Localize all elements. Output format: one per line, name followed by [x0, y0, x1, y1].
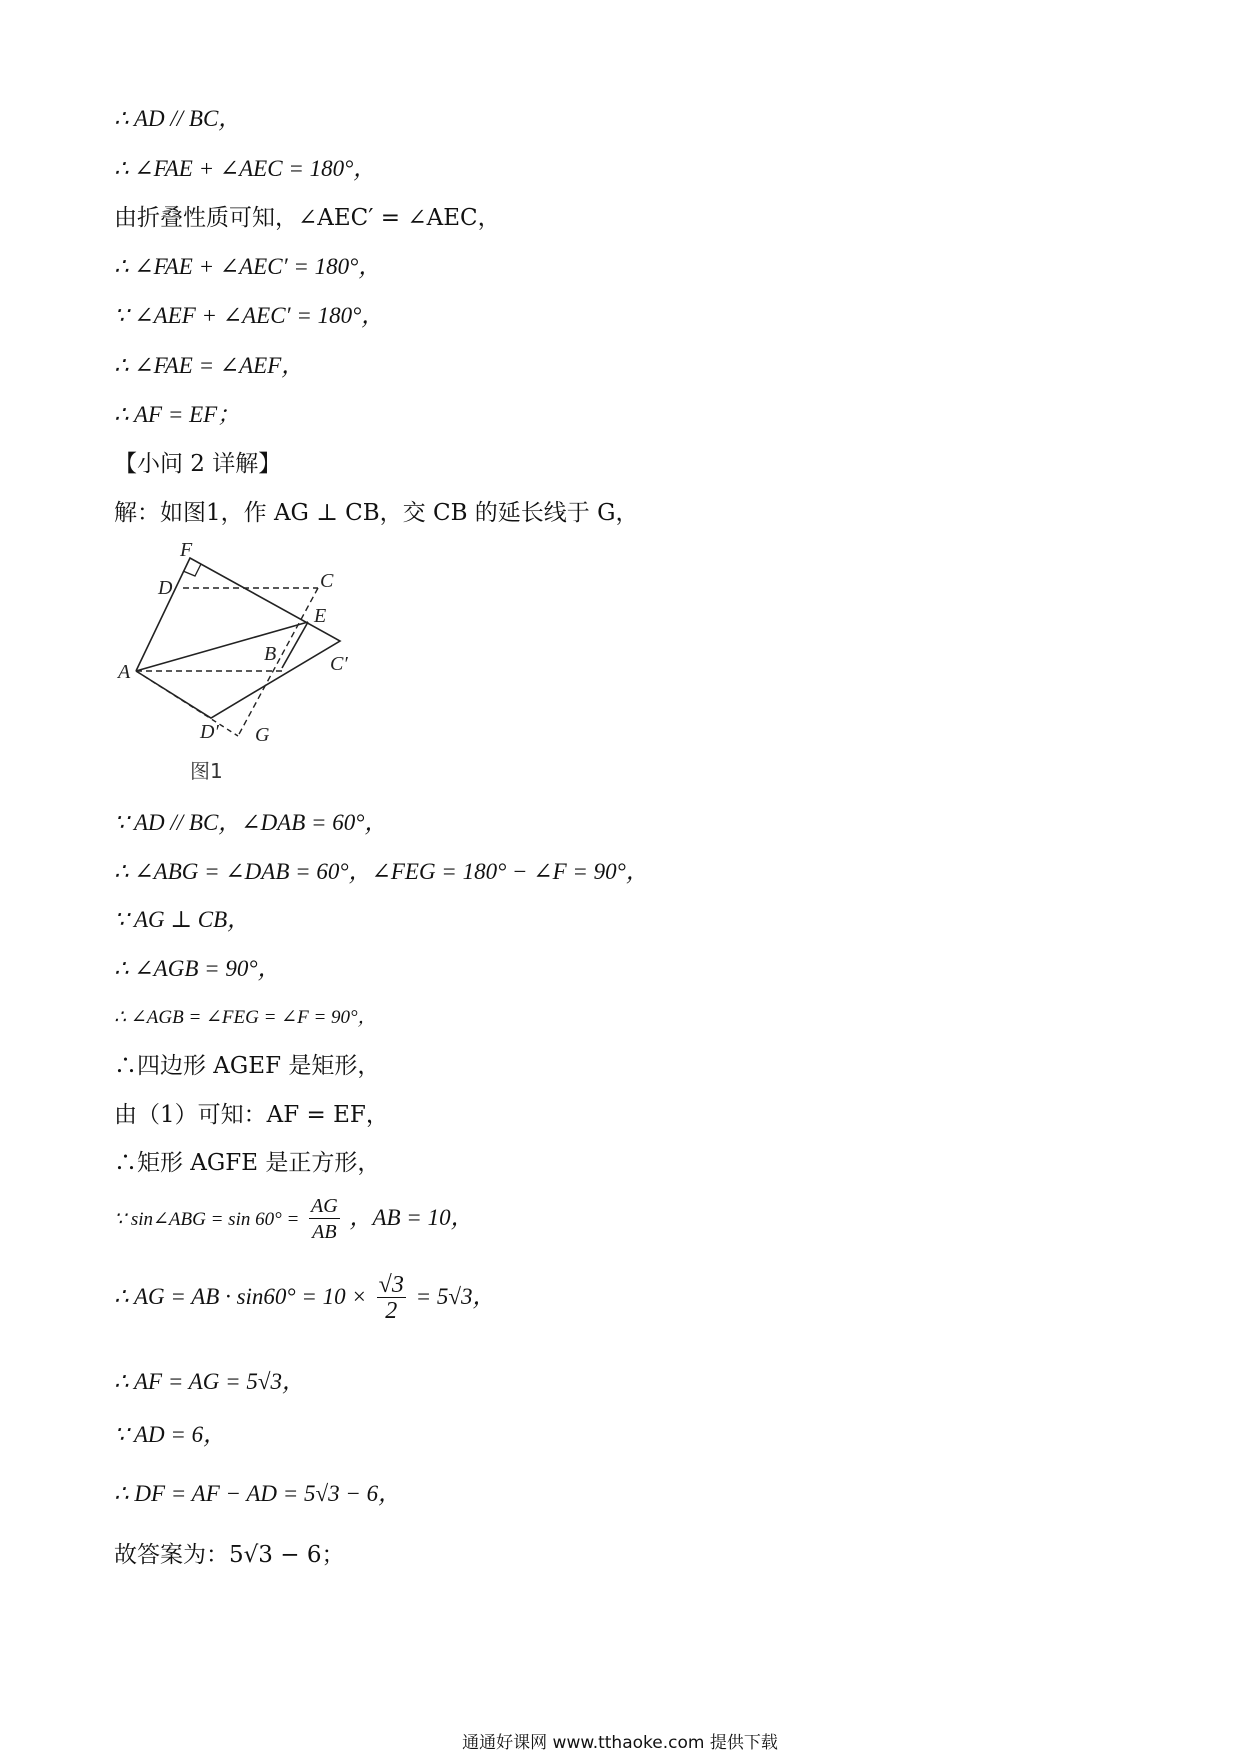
proof-line-20: ∴ AF = AG = 5√3，: [114, 1369, 305, 1394]
proof-line-1: ∴ AD // BC，: [114, 106, 242, 131]
ag-result: = 5√3，: [415, 1284, 496, 1309]
proof-line-18: [114, 1190, 474, 1248]
proof-line-21: ∵ AD = 6，: [114, 1422, 227, 1447]
solution-intro: 解：如图1，作 AG ⊥ CB，交 CB 的延长线于 G，: [114, 500, 639, 526]
geometry-figure: [110, 538, 370, 788]
sin-expression: ∵ sin∠ABG = sin 60° =: [114, 1209, 300, 1230]
proof-line-10: ∵ AD // BC，∠DAB = 60°，: [114, 810, 388, 835]
proof-line-16: 由（1）可知：AF = EF，: [114, 1102, 389, 1128]
fraction-ag-ab: [309, 1194, 340, 1245]
proof-line-15: ∴四边形 AGEF 是矩形，: [114, 1053, 381, 1079]
label-c: C: [320, 570, 334, 592]
proof-line-19: [114, 1265, 496, 1329]
label-d-prime: D′: [200, 721, 219, 743]
fraction-denominator: 2: [385, 1298, 398, 1325]
label-f: F: [180, 539, 193, 561]
proof-line-11: ∴ ∠ABG = ∠DAB = 60°，∠FEG = 180° − ∠F = 90°，: [114, 859, 649, 884]
ag-expression: ∴ AG = AB · sin60° = 10 ×: [114, 1284, 367, 1309]
proof-line-3: 由折叠性质可知，∠AEC′ = ∠AEC，: [114, 205, 501, 231]
footer-watermark: 通通好课网 www.tthaoke.com 提供下载: [462, 1733, 778, 1753]
label-b: B: [264, 643, 277, 665]
label-e: E: [314, 605, 327, 627]
segment-ae: [136, 622, 308, 671]
label-c-prime: C′: [330, 653, 348, 675]
proof-line-5: ∵ ∠AEF + ∠AEC′ = 180°，: [114, 303, 385, 328]
proof-line-22: ∴ DF = AF − AD = 5√3 − 6，: [114, 1481, 402, 1506]
proof-line-4: ∴ ∠FAE + ∠AEC′ = 180°，: [114, 254, 382, 279]
proof-line-7: ∴ AF = EF；: [114, 402, 241, 427]
label-d: D: [158, 577, 173, 599]
proof-line-17: ∴矩形 AGFE 是正方形，: [114, 1150, 381, 1176]
final-answer: 故答案为：5√3 − 6；: [114, 1542, 345, 1568]
proof-line-6: ∴ ∠FAE = ∠AEF，: [114, 353, 305, 378]
proof-line-14: ∴ ∠AGB = ∠FEG = ∠F = 90°，: [114, 1007, 377, 1028]
proof-line-12: ∵ AG ⊥ CB，: [114, 907, 251, 932]
fraction-numerator: √3: [378, 1272, 404, 1299]
proof-line-2: ∴ ∠FAE + ∠AEC = 180°，: [114, 156, 377, 181]
fraction-denominator: AB: [312, 1221, 337, 1244]
label-g: G: [255, 724, 270, 746]
proof-line-13: ∴ ∠AGB = 90°，: [114, 956, 281, 981]
label-a: A: [118, 661, 131, 683]
fraction-numerator: AG: [311, 1195, 338, 1218]
figure-caption: 图1: [190, 759, 223, 783]
section-heading: 【小问 2 详解】: [114, 451, 282, 477]
ab-value: ，AB = 10，: [349, 1205, 474, 1230]
fraction-root3-2: [377, 1273, 406, 1324]
